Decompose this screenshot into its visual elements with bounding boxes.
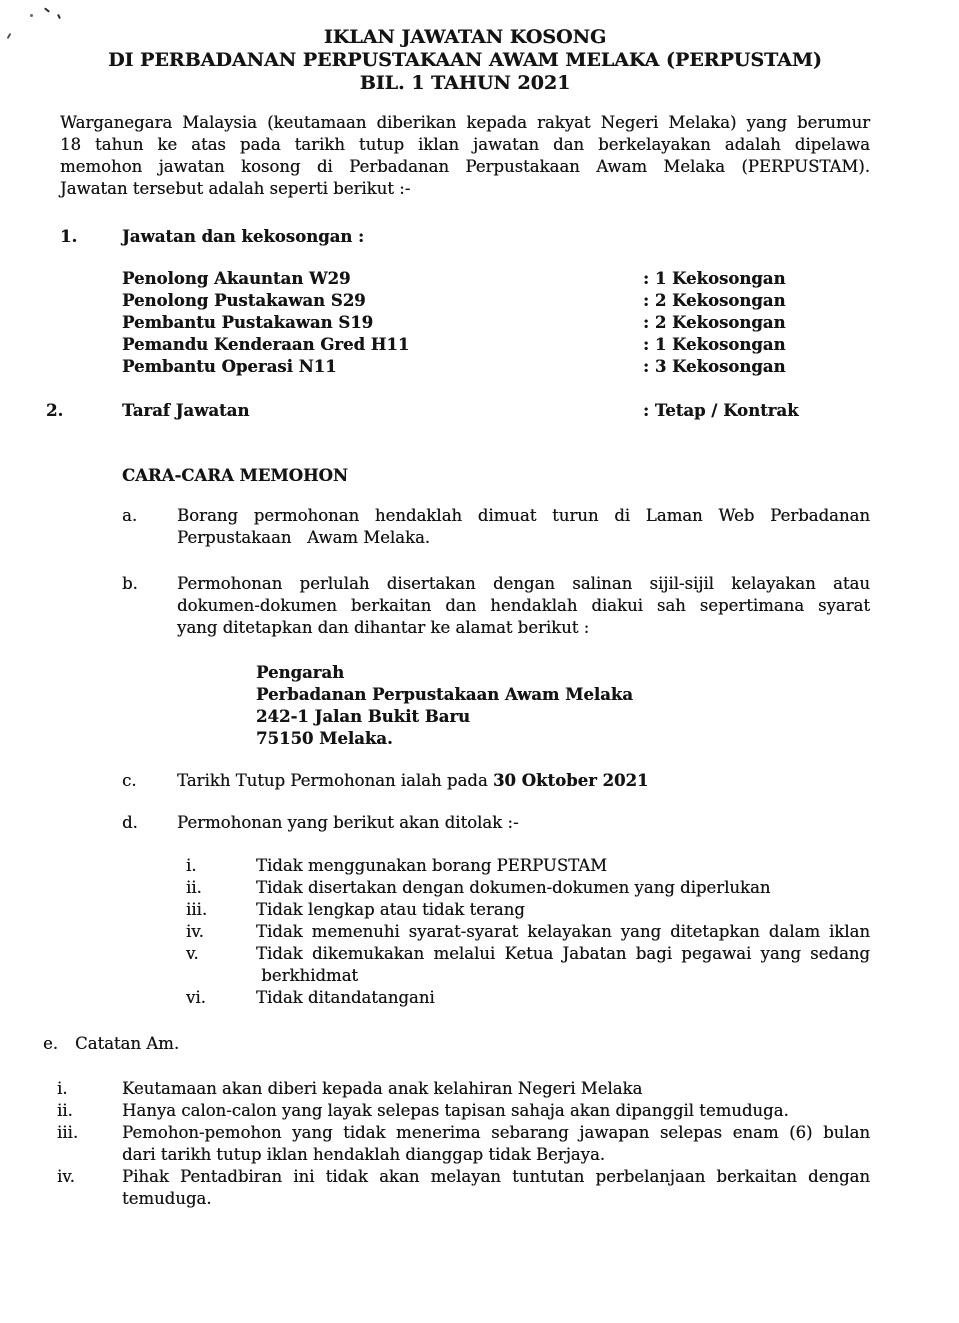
item-b-row (122, 573, 959, 639)
rejection-item (186, 855, 959, 877)
how-to-apply-heading: CARA-CARA MEMOHON (122, 466, 349, 485)
address-street: 242-1 Jalan Bukit Baru (256, 707, 471, 726)
vacancy-row (122, 312, 959, 334)
job-vacancy-count: : 2 Kekosongan (643, 313, 786, 332)
rejection-numeral: iii. (186, 900, 208, 919)
scan-artifact (44, 7, 50, 12)
note-item (57, 1166, 959, 1210)
note-item (57, 1078, 959, 1100)
document-title (60, 26, 870, 95)
job-vacancy-count: : 1 Kekosongan (643, 269, 786, 288)
note-text: Keutamaan akan diberi kepada anak kelahiran Negeri Melaka (122, 1079, 643, 1098)
job-vacancy-count: : 2 Kekosongan (643, 291, 786, 310)
item-b-line: yang ditetapkan dan dihantar ke alamat berikut : (177, 618, 590, 637)
rejection-text-line: Tidak dikemukakan melalui Ketua Jabatan bagi pegawai yang sedang (256, 944, 870, 963)
address-recipient: Pengarah (256, 663, 345, 682)
section-1-number: 1. (60, 227, 78, 246)
note-text (122, 1166, 870, 1210)
rejection-numeral: iv. (186, 922, 204, 941)
rejection-numeral: vi. (186, 988, 206, 1007)
intro-paragraph (60, 112, 870, 200)
rejection-item (186, 921, 959, 943)
intro-line: Jawatan tersebut adalah seperti berikut :- (60, 179, 411, 198)
note-text: Hanya calon-calon yang layak selepas tapisan sahaja akan dipanggil temuduga. (122, 1101, 789, 1120)
rejection-text: Tidak menggunakan borang PERPUSTAM (256, 856, 608, 875)
section-2-value: : Tetap / Kontrak (643, 401, 799, 420)
note-item (57, 1122, 959, 1166)
section-2-number: 2. (46, 401, 64, 420)
document-title-line-1: IKLAN JAWATAN KOSONG (323, 26, 607, 48)
document-title-line-3: BIL. 1 TAHUN 2021 (359, 72, 571, 94)
item-a-letter: a. (122, 506, 138, 525)
item-b-text (177, 573, 870, 639)
rejection-item (186, 899, 959, 921)
intro-line: Warganegara Malaysia (keutamaan diberikan kepada rakyat Negeri Melaka) yang berumur (60, 113, 870, 132)
note-numeral: i. (57, 1079, 68, 1098)
rejection-item (186, 877, 959, 899)
job-vacancy-count: : 3 Kekosongan (643, 357, 786, 376)
closing-date-label: Tarikh Tutup Permohonan ialah pada (177, 771, 493, 790)
item-d-text: Permohonan yang berikut akan ditolak :- (177, 813, 519, 832)
section-2-row (46, 400, 959, 422)
item-d-row (122, 812, 959, 834)
notes-letter: e. (43, 1034, 59, 1053)
address-city: 75150 Melaka. (256, 729, 393, 748)
vacancy-row (122, 356, 959, 378)
vacancy-row (122, 290, 959, 312)
rejection-numeral: i. (186, 856, 197, 875)
notes-list (57, 1078, 959, 1210)
note-text-line: temuduga. (122, 1189, 212, 1208)
item-a-text (177, 505, 870, 549)
rejection-item (186, 987, 959, 1009)
document-title-line-2: DI PERBADANAN PERPUSTAKAAN AWAM MELAKA (PERPUSTAM) (108, 49, 822, 71)
item-a-line: Borang permohonan hendaklah dimuat turun di Laman Web Perbadanan (177, 506, 870, 525)
job-vacancy-count: : 1 Kekosongan (643, 335, 786, 354)
item-a-line: Perpustakaan Awam Melaka. (177, 528, 431, 547)
vacancy-row (122, 268, 959, 290)
vacancy-row (122, 334, 959, 356)
notes-heading: Catatan Am. (75, 1034, 180, 1053)
rejection-text: Tidak disertakan dengan dokumen-dokumen yang diperlukan (256, 878, 771, 897)
note-item (57, 1100, 959, 1122)
item-c-row (122, 770, 959, 792)
rejection-list (186, 855, 959, 1009)
scan-artifact (7, 33, 12, 39)
note-text (122, 1122, 870, 1166)
note-numeral: iii. (57, 1123, 79, 1142)
item-b-line: Permohonan perlulah disertakan dengan salinan sijil-sijil kelayakan atau (177, 574, 870, 593)
section-1-heading-row (60, 226, 959, 248)
item-b-letter: b. (122, 574, 138, 593)
job-title: Penolong Akauntan W29 (122, 269, 351, 288)
note-text-line: dari tarikh tutup iklan hendaklah dianggap tidak Berjaya. (122, 1145, 606, 1164)
postal-address-block (256, 662, 959, 750)
note-numeral: iv. (57, 1167, 75, 1186)
job-title: Penolong Pustakawan S29 (122, 291, 366, 310)
intro-line: memohon jawatan kosong di Perbadanan Perpustakaan Awam Melaka (PERPUSTAM). (60, 157, 870, 176)
rejection-numeral: v. (186, 944, 199, 963)
item-b-line: dokumen-dokumen berkaitan dan hendaklah diakui sah sepertimana syarat (177, 596, 870, 615)
item-c-letter: c. (122, 771, 137, 790)
rejection-text (256, 943, 870, 987)
job-title: Pembantu Pustakawan S19 (122, 313, 374, 332)
section-1-heading: Jawatan dan kekosongan : (122, 227, 365, 246)
item-d-letter: d. (122, 813, 138, 832)
closing-date-value: 30 Oktober 2021 (492, 771, 649, 790)
rejection-text-line: berkhidmat (256, 966, 359, 985)
rejection-text: Tidak memenuhi syarat-syarat kelayakan yang ditetapkan dalam iklan (256, 922, 870, 941)
rejection-item (186, 943, 959, 987)
section-2-heading: Taraf Jawatan (122, 401, 250, 420)
rejection-numeral: ii. (186, 878, 202, 897)
scan-artifact (57, 14, 61, 19)
rejection-text: Tidak ditandatangani (256, 988, 435, 1007)
notes-heading-row (43, 1033, 959, 1055)
note-text-line: Pihak Pentadbiran ini tidak akan melayan tuntutan perbelanjaan berkaitan dengan (122, 1167, 870, 1186)
note-numeral: ii. (57, 1101, 73, 1120)
intro-line: 18 tahun ke atas pada tarikh tutup iklan jawatan dan berkelayakan adalah dipelawa (60, 135, 870, 154)
scan-artifact (30, 14, 33, 17)
address-organization: Perbadanan Perpustakaan Awam Melaka (256, 685, 633, 704)
job-title: Pemandu Kenderaan Gred H11 (122, 335, 410, 354)
vacancy-list (122, 268, 959, 378)
note-text-line: Pemohon-pemohon yang tidak menerima sebarang jawapan selepas enam (6) bulan (122, 1123, 870, 1142)
item-c-text (177, 770, 870, 792)
item-a-row (122, 505, 959, 549)
job-title: Pembantu Operasi N11 (122, 357, 337, 376)
rejection-text: Tidak lengkap atau tidak terang (256, 900, 525, 919)
